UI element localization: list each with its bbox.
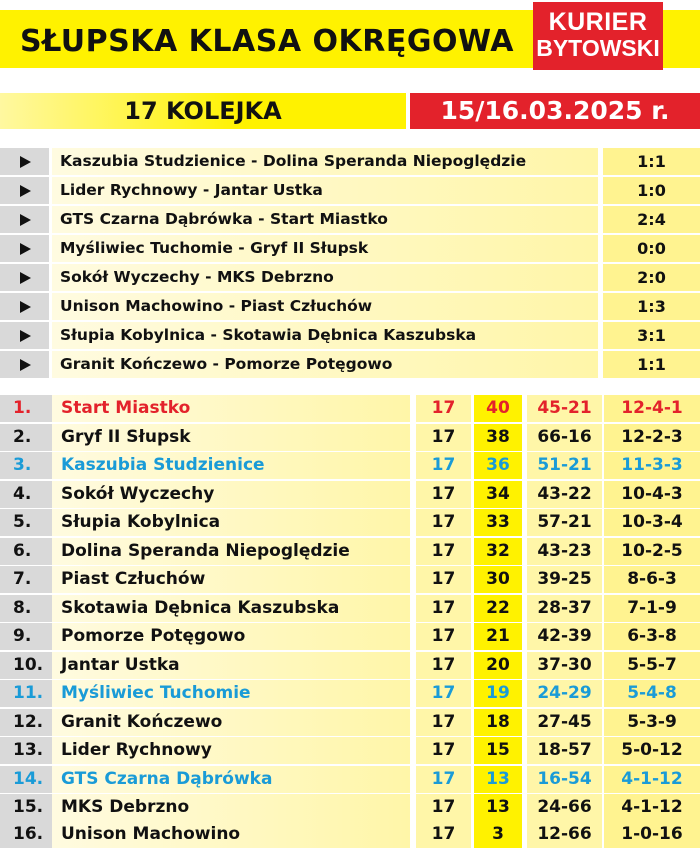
match-fixture: Granit Kończewo - Pomorze Potęgowo — [52, 351, 598, 378]
standing-team: Sokół Wyczechy — [52, 481, 410, 508]
standing-position: 13. — [0, 737, 52, 764]
match-fixture: Lider Rychnowy - Jantar Ustka — [52, 177, 598, 204]
standing-position: 8. — [0, 595, 52, 622]
standing-record: 4-1-12 — [604, 766, 700, 793]
standing-points: 40 — [474, 395, 522, 422]
match-score: 1:1 — [603, 148, 700, 175]
standing-goals: 66-16 — [527, 424, 602, 451]
standing-played: 17 — [416, 821, 471, 848]
match-score: 1:0 — [603, 177, 700, 204]
standing-goals: 24-66 — [527, 794, 602, 821]
play-arrow-icon — [0, 148, 49, 175]
standing-team: Start Miastko — [52, 395, 410, 422]
standing-played: 17 — [416, 652, 471, 679]
standing-position: 16. — [0, 821, 52, 848]
standing-team: GTS Czarna Dąbrówka — [52, 766, 410, 793]
match-score: 0:0 — [603, 235, 700, 262]
standing-points: 36 — [474, 452, 522, 479]
standing-played: 17 — [416, 709, 471, 736]
standing-team: Gryf II Słupsk — [52, 424, 410, 451]
match-row — [0, 264, 700, 291]
match-row — [0, 351, 700, 378]
standing-record: 10-4-3 — [604, 481, 700, 508]
match-fixture: Myśliwiec Tuchomie - Gryf II Słupsk — [52, 235, 598, 262]
table-row — [0, 709, 700, 736]
standing-team: Kaszubia Studzienice — [52, 452, 410, 479]
standing-record: 5-4-8 — [604, 680, 700, 707]
standing-position: 11. — [0, 680, 52, 707]
match-row — [0, 322, 700, 349]
round-label: 17 KOLEJKA — [0, 93, 406, 129]
standing-points: 18 — [474, 709, 522, 736]
standing-record: 12-2-3 — [604, 424, 700, 451]
table-row — [0, 481, 700, 508]
standing-position: 14. — [0, 766, 52, 793]
standing-points: 13 — [474, 794, 522, 821]
table-row — [0, 821, 700, 848]
standing-record: 10-3-4 — [604, 509, 700, 536]
brand-logo — [533, 2, 663, 70]
standing-played: 17 — [416, 481, 471, 508]
play-arrow-icon — [0, 177, 49, 204]
standing-position: 12. — [0, 709, 52, 736]
standing-record: 12-4-1 — [604, 395, 700, 422]
standing-points: 22 — [474, 595, 522, 622]
standing-points: 20 — [474, 652, 522, 679]
round-date: 15/16.03.2025 r. — [410, 93, 700, 129]
standing-position: 15. — [0, 794, 52, 821]
standing-played: 17 — [416, 566, 471, 593]
logo-line-2: BYTOWSKI — [536, 35, 660, 61]
standing-points: 32 — [474, 538, 522, 565]
play-arrow-icon — [0, 322, 49, 349]
match-fixture: Kaszubia Studzienice - Dolina Speranda Niepoględzie — [52, 148, 598, 175]
standing-team: Lider Rychnowy — [52, 737, 410, 764]
standing-position: 6. — [0, 538, 52, 565]
standing-goals: 39-25 — [527, 566, 602, 593]
standing-goals: 43-22 — [527, 481, 602, 508]
standing-position: 7. — [0, 566, 52, 593]
match-row — [0, 148, 700, 175]
standing-team: Piast Człuchów — [52, 566, 410, 593]
standing-goals: 42-39 — [527, 623, 602, 650]
standing-position: 10. — [0, 652, 52, 679]
table-row — [0, 566, 700, 593]
standing-played: 17 — [416, 395, 471, 422]
match-score: 1:1 — [603, 351, 700, 378]
standing-goals: 51-21 — [527, 452, 602, 479]
match-score: 1:3 — [603, 293, 700, 320]
standing-team: Skotawia Dębnica Kaszubska — [52, 595, 410, 622]
play-arrow-icon — [0, 293, 49, 320]
standing-goals: 45-21 — [527, 395, 602, 422]
standing-points: 3 — [474, 821, 522, 848]
match-row — [0, 293, 700, 320]
standing-team: Dolina Speranda Niepoględzie — [52, 538, 410, 565]
match-fixture: GTS Czarna Dąbrówka - Start Miastko — [52, 206, 598, 233]
standing-goals: 28-37 — [527, 595, 602, 622]
standing-team: Granit Kończewo — [52, 709, 410, 736]
standing-team: Unison Machowino — [52, 821, 410, 848]
standing-record: 6-3-8 — [604, 623, 700, 650]
standing-goals: 12-66 — [527, 821, 602, 848]
standing-position: 1. — [0, 395, 52, 422]
standing-record: 1-0-16 — [604, 821, 700, 848]
standing-team: Jantar Ustka — [52, 652, 410, 679]
play-arrow-icon — [0, 235, 49, 262]
table-row — [0, 737, 700, 764]
standing-position: 3. — [0, 452, 52, 479]
standing-record: 11-3-3 — [604, 452, 700, 479]
standing-position: 2. — [0, 424, 52, 451]
match-score: 3:1 — [603, 322, 700, 349]
table-row — [0, 424, 700, 451]
table-row — [0, 538, 700, 565]
table-row — [0, 509, 700, 536]
standing-played: 17 — [416, 538, 471, 565]
table-row — [0, 623, 700, 650]
table-row — [0, 680, 700, 707]
standing-position: 5. — [0, 509, 52, 536]
standing-position: 4. — [0, 481, 52, 508]
standing-played: 17 — [416, 680, 471, 707]
standing-team: Myśliwiec Tuchomie — [52, 680, 410, 707]
logo-line-1: KURIER — [548, 8, 648, 36]
standing-record: 10-2-5 — [604, 538, 700, 565]
page-title: SŁUPSKA KLASA OKRĘGOWA — [20, 24, 514, 59]
table-row — [0, 452, 700, 479]
standing-goals: 43-23 — [527, 538, 602, 565]
standing-played: 17 — [416, 794, 471, 821]
standing-played: 17 — [416, 766, 471, 793]
standing-played: 17 — [416, 737, 471, 764]
standing-played: 17 — [416, 424, 471, 451]
standing-points: 30 — [474, 566, 522, 593]
match-fixture: Słupia Kobylnica - Skotawia Dębnica Kaszubska — [52, 322, 598, 349]
match-row — [0, 177, 700, 204]
match-score: 2:4 — [603, 206, 700, 233]
standing-points: 15 — [474, 737, 522, 764]
standing-record: 5-5-7 — [604, 652, 700, 679]
table-row — [0, 794, 700, 821]
standing-position: 9. — [0, 623, 52, 650]
standing-points: 38 — [474, 424, 522, 451]
table-row — [0, 395, 700, 422]
standing-goals: 27-45 — [527, 709, 602, 736]
match-fixture: Sokół Wyczechy - MKS Debrzno — [52, 264, 598, 291]
standing-goals: 16-54 — [527, 766, 602, 793]
standing-record: 7-1-9 — [604, 595, 700, 622]
standing-played: 17 — [416, 595, 471, 622]
match-score: 2:0 — [603, 264, 700, 291]
standing-goals: 57-21 — [527, 509, 602, 536]
standing-record: 5-0-12 — [604, 737, 700, 764]
match-fixture: Unison Machowino - Piast Człuchów — [52, 293, 598, 320]
standing-goals: 18-57 — [527, 737, 602, 764]
standing-record: 4-1-12 — [604, 794, 700, 821]
standing-record: 8-6-3 — [604, 566, 700, 593]
play-arrow-icon — [0, 351, 49, 378]
match-row — [0, 206, 700, 233]
standing-played: 17 — [416, 452, 471, 479]
standing-points: 34 — [474, 481, 522, 508]
table-row — [0, 595, 700, 622]
standing-team: MKS Debrzno — [52, 794, 410, 821]
standing-points: 21 — [474, 623, 522, 650]
standing-points: 13 — [474, 766, 522, 793]
standing-team: Pomorze Potęgowo — [52, 623, 410, 650]
standing-record: 5-3-9 — [604, 709, 700, 736]
standing-points: 19 — [474, 680, 522, 707]
standing-played: 17 — [416, 509, 471, 536]
play-arrow-icon — [0, 206, 49, 233]
match-row — [0, 235, 700, 262]
table-row — [0, 652, 700, 679]
play-arrow-icon — [0, 264, 49, 291]
standing-goals: 24-29 — [527, 680, 602, 707]
standing-played: 17 — [416, 623, 471, 650]
table-row — [0, 766, 700, 793]
standing-goals: 37-30 — [527, 652, 602, 679]
standing-points: 33 — [474, 509, 522, 536]
standing-team: Słupia Kobylnica — [52, 509, 410, 536]
